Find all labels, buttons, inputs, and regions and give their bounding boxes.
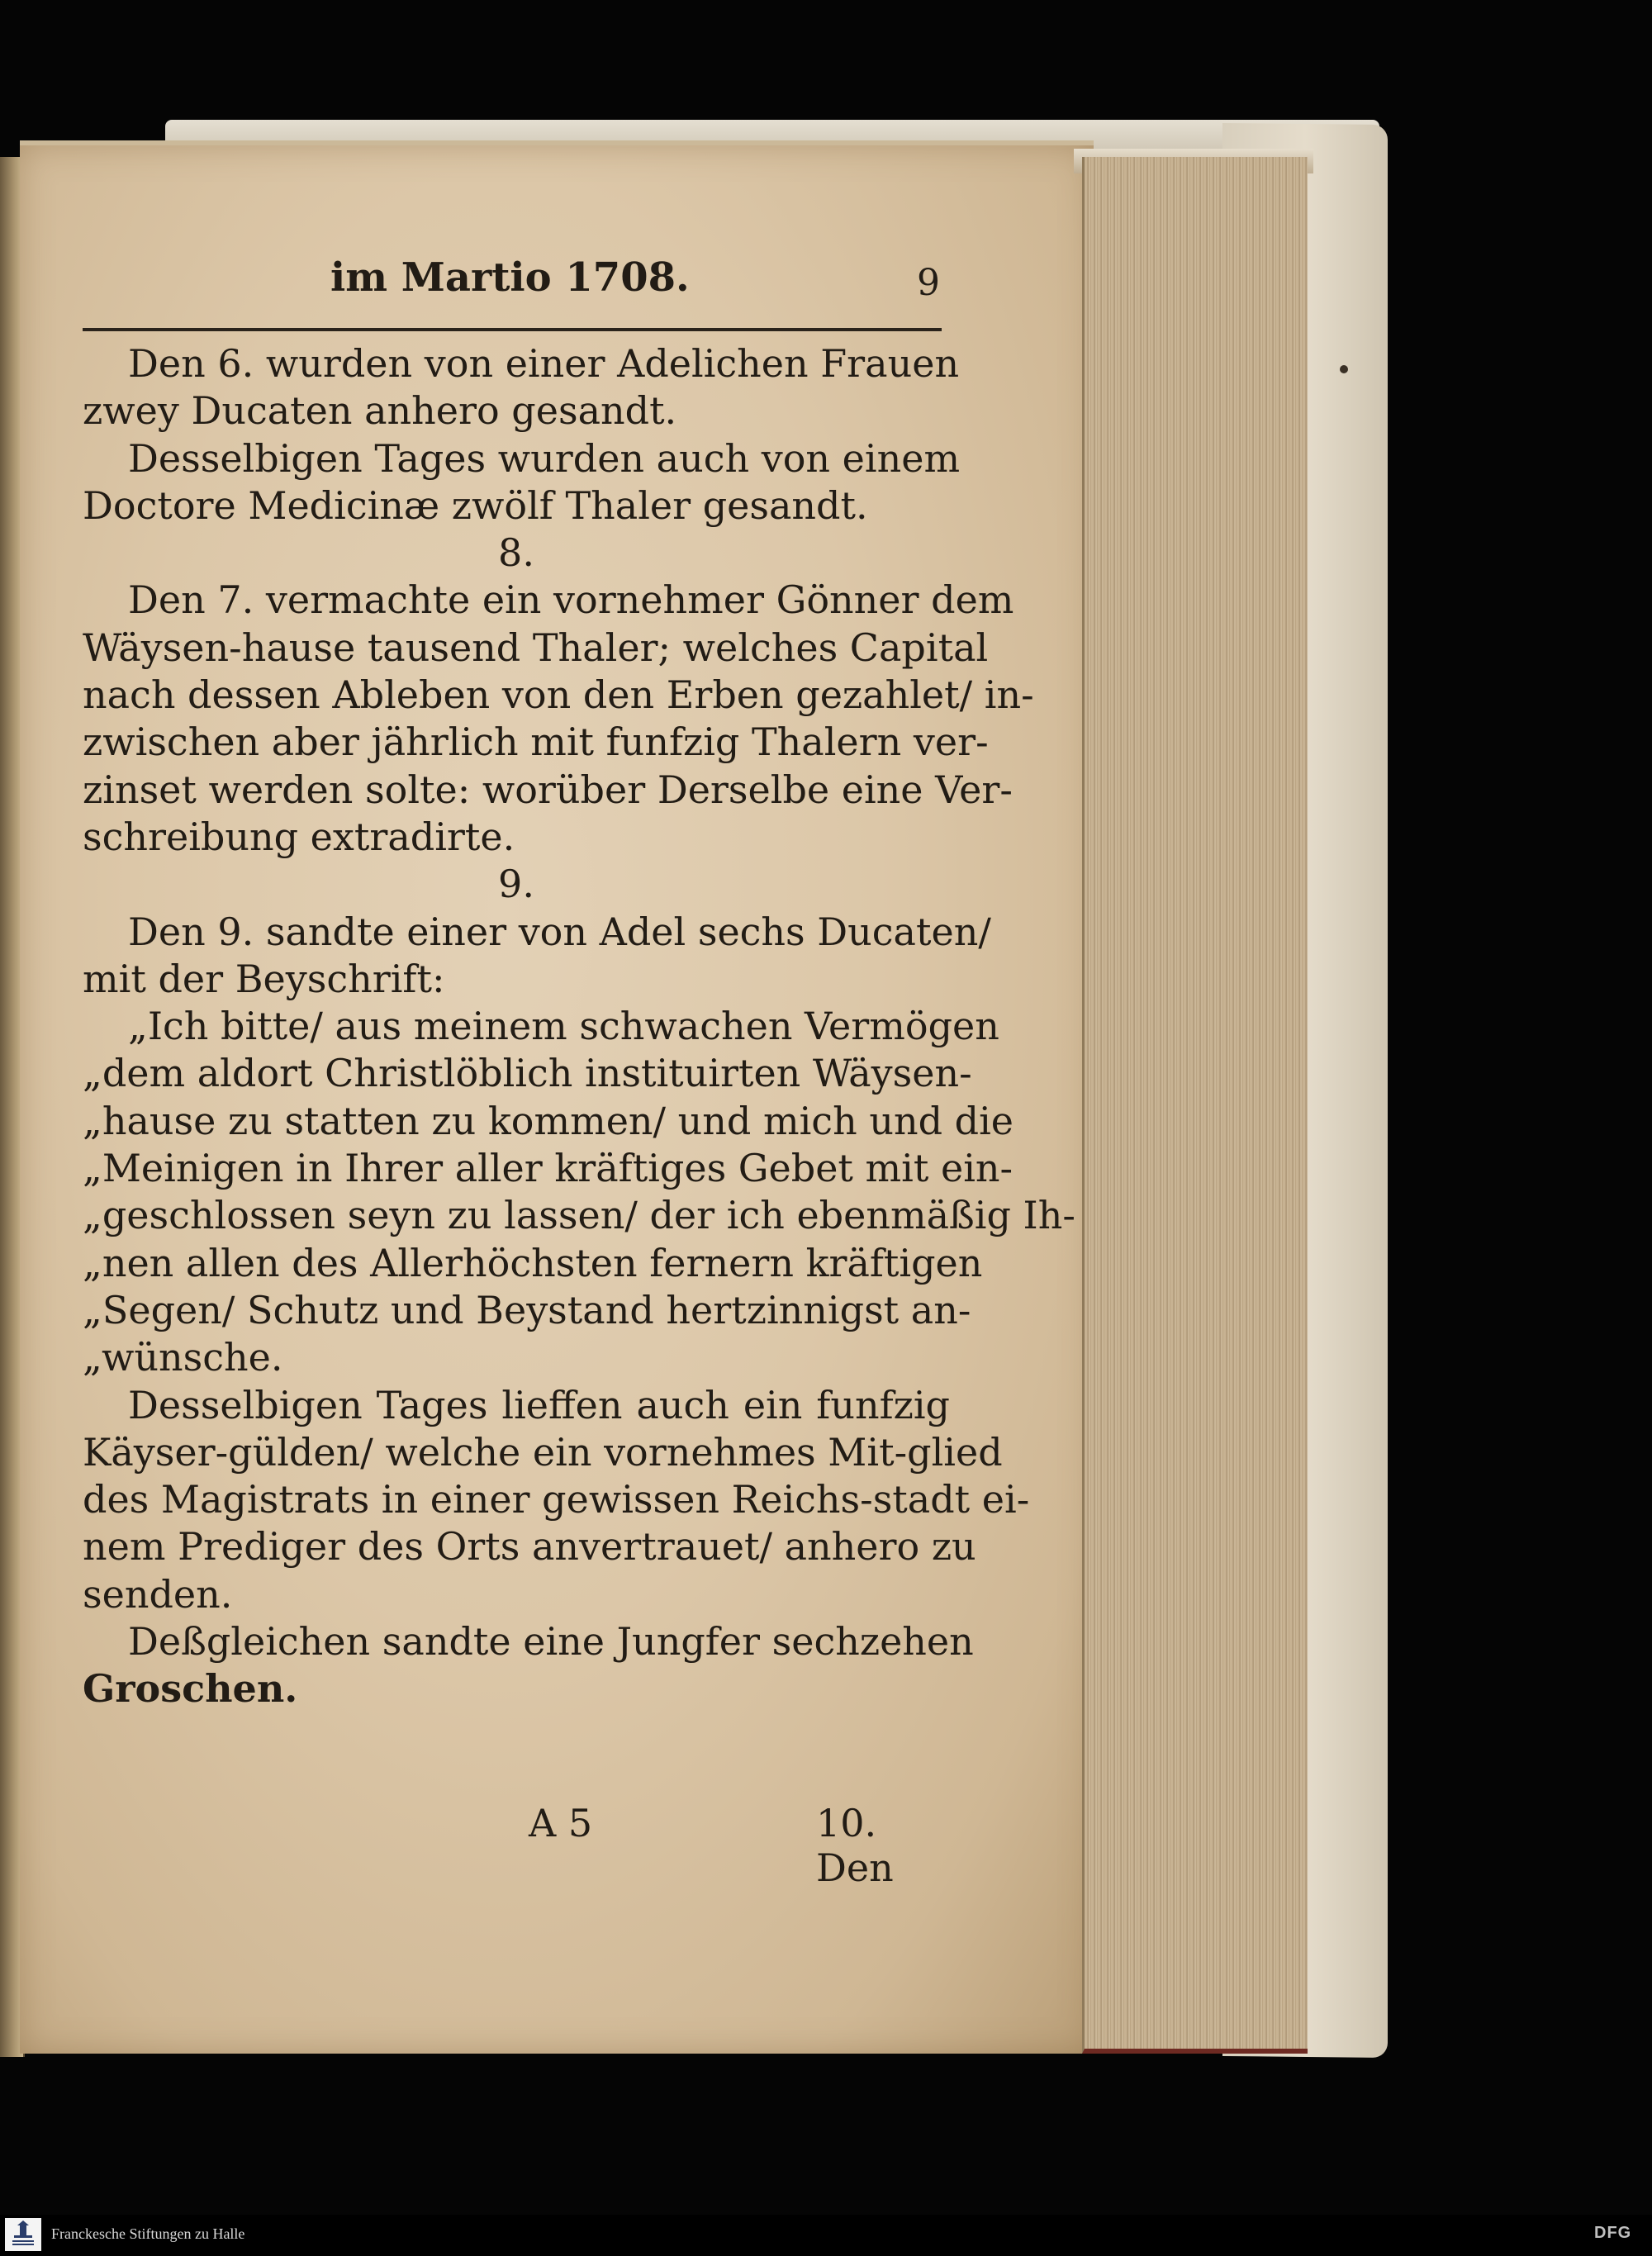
running-header xyxy=(83,248,950,324)
text-line: Käyser-gülden/ welche ein vornehmes Mit-glied xyxy=(83,1429,1003,1475)
quoted-line: „Meinigen in Ihrer aller kräftiges Gebet mit ein- xyxy=(83,1146,1014,1191)
text-line: Desselbigen Tages wurden auch von einem xyxy=(128,435,961,481)
text-line: Desselbigen Tages lieffen auch ein funfzig xyxy=(128,1382,950,1427)
running-title: im Martio 1708. xyxy=(330,254,690,301)
text-line: zwey Ducaten anhero gesandt. xyxy=(83,388,677,434)
signature-mark: A 5 xyxy=(529,1801,593,1845)
text-line: Den 7. vermachte ein vornehmer Gönner dem xyxy=(128,577,1014,623)
institution-name: Franckesche Stiftungen zu Halle xyxy=(51,2225,245,2242)
text-line: nem Prediger des Orts anvertrauet/ anhero zu xyxy=(83,1524,976,1570)
text-line: Den 6. wurden von einer Adelichen Frauen xyxy=(128,341,960,386)
page-text xyxy=(83,248,1075,1712)
page-edges-stack xyxy=(1082,157,1308,2054)
viewer-footer-bar xyxy=(0,2215,1652,2256)
logo-graphic xyxy=(9,2220,37,2249)
text-line: zwischen aber jährlich mit funfzig Thalern ver- xyxy=(83,720,989,765)
quoted-line: „wünsche. xyxy=(83,1335,283,1380)
page-body xyxy=(83,340,1075,1713)
ink-spot xyxy=(1340,365,1348,373)
header-rule xyxy=(83,328,942,331)
quoted-line: „hause zu statten zu kommen/ und mich und die xyxy=(83,1098,1014,1143)
quoted-line: „geschlossen seyn zu lassen/ der ich ebenmäßig Ih- xyxy=(83,1193,1075,1238)
text-line: Wäysen-hause tausend Thaler; welches Capital xyxy=(83,625,989,670)
catchword: 10. Den xyxy=(816,1801,894,1890)
franckesche-stiftungen-logo-icon xyxy=(5,2218,41,2251)
text-line: zinset werden solte: worüber Derselbe eine Ver- xyxy=(83,767,1013,812)
text-line: nach dessen Ableben von den Erben gezahlet/ in- xyxy=(83,672,1034,718)
text-line: Den 9. sandte einer von Adel sechs Ducaten/ xyxy=(128,909,991,954)
quoted-line: „nen allen des Allerhöchsten fernern kräftigen xyxy=(83,1240,983,1285)
page-footer xyxy=(83,1801,958,1890)
text-line: Doctore Medicinæ zwölf Thaler gesandt. xyxy=(83,482,868,528)
text-line: Deßgleichen sandte eine Jungfer sechzehen xyxy=(128,1619,974,1665)
quoted-line: „dem aldort Christlöblich instituirten Wäysen- xyxy=(83,1051,972,1096)
dfg-logo-text: DFG xyxy=(1594,2224,1632,2242)
section-number: 9. xyxy=(498,862,534,907)
text-line: Groschen. xyxy=(83,1666,298,1712)
text-line: schreibung extradirte. xyxy=(83,814,515,859)
quoted-line: „Segen/ Schutz und Beystand hertzinnigst an- xyxy=(83,1287,971,1332)
text-line: des Magistrats in einer gewissen Reichs-stadt ei- xyxy=(83,1477,1030,1522)
section-number: 8. xyxy=(498,530,534,576)
text-line: mit der Beyschrift: xyxy=(83,956,445,1001)
page-number: 9 xyxy=(917,262,940,304)
text-line: senden. xyxy=(83,1571,233,1617)
quoted-line: „Ich bitte/ aus meinem schwachen Vermögen xyxy=(128,1004,999,1049)
